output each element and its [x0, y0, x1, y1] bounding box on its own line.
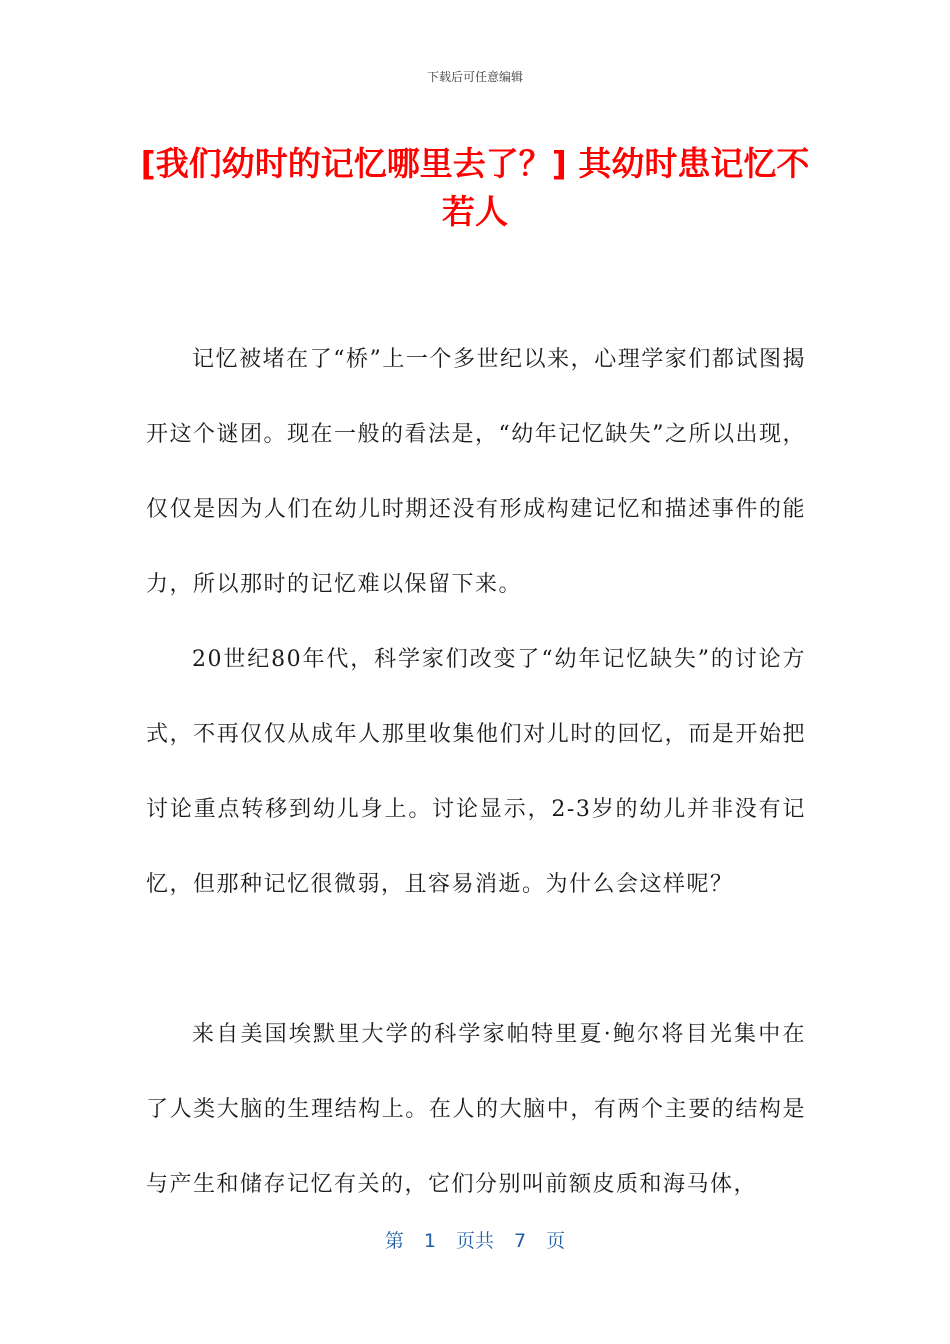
document-title: [我们幼时的记忆哪里去了？] 其幼时患记忆不若人	[140, 144, 810, 231]
page-footer	[0, 1226, 950, 1253]
paragraph-1: 记忆被堵在了“桥”上一个多世纪以来，心理学家们都试图揭开这个谜团。现在一般的看法是，“幼年记忆缺失”之所以出现，仅仅是因为人们在幼儿时期还没有形成构建记忆和描述事件的能力，所以那时的记忆难以保留下来。	[146, 347, 806, 597]
paragraph-2: 20世纪80年代，科学家们改变了“幼年记忆缺失”的讨论方式，不再仅仅从成年人那里收集他们对儿时的回忆，而是开始把讨论重点转移到幼儿身上。讨论显示，2-3岁的幼儿并非没有记忆，但那种记忆很微弱，且容易消逝。为什么会这样呢？	[146, 647, 806, 897]
page-label-middle: 页共	[455, 1230, 494, 1252]
paragraph-3: 来自美国埃默里大学的科学家帕特里夏·鲍尔将目光集中在了人类大脑的生理结构上。在人的大脑中，有两个主要的结构是与产生和储存记忆有关的，它们分别叫前额皮质和海马体，	[146, 1022, 806, 1197]
page-header-note: 下载后可任意编辑	[426, 70, 523, 84]
page-label-prefix: 第	[384, 1230, 404, 1252]
document-body	[146, 322, 806, 1222]
page-label-suffix: 页	[546, 1230, 566, 1252]
total-pages: 7	[514, 1230, 527, 1252]
page-number: 1	[423, 1230, 436, 1252]
